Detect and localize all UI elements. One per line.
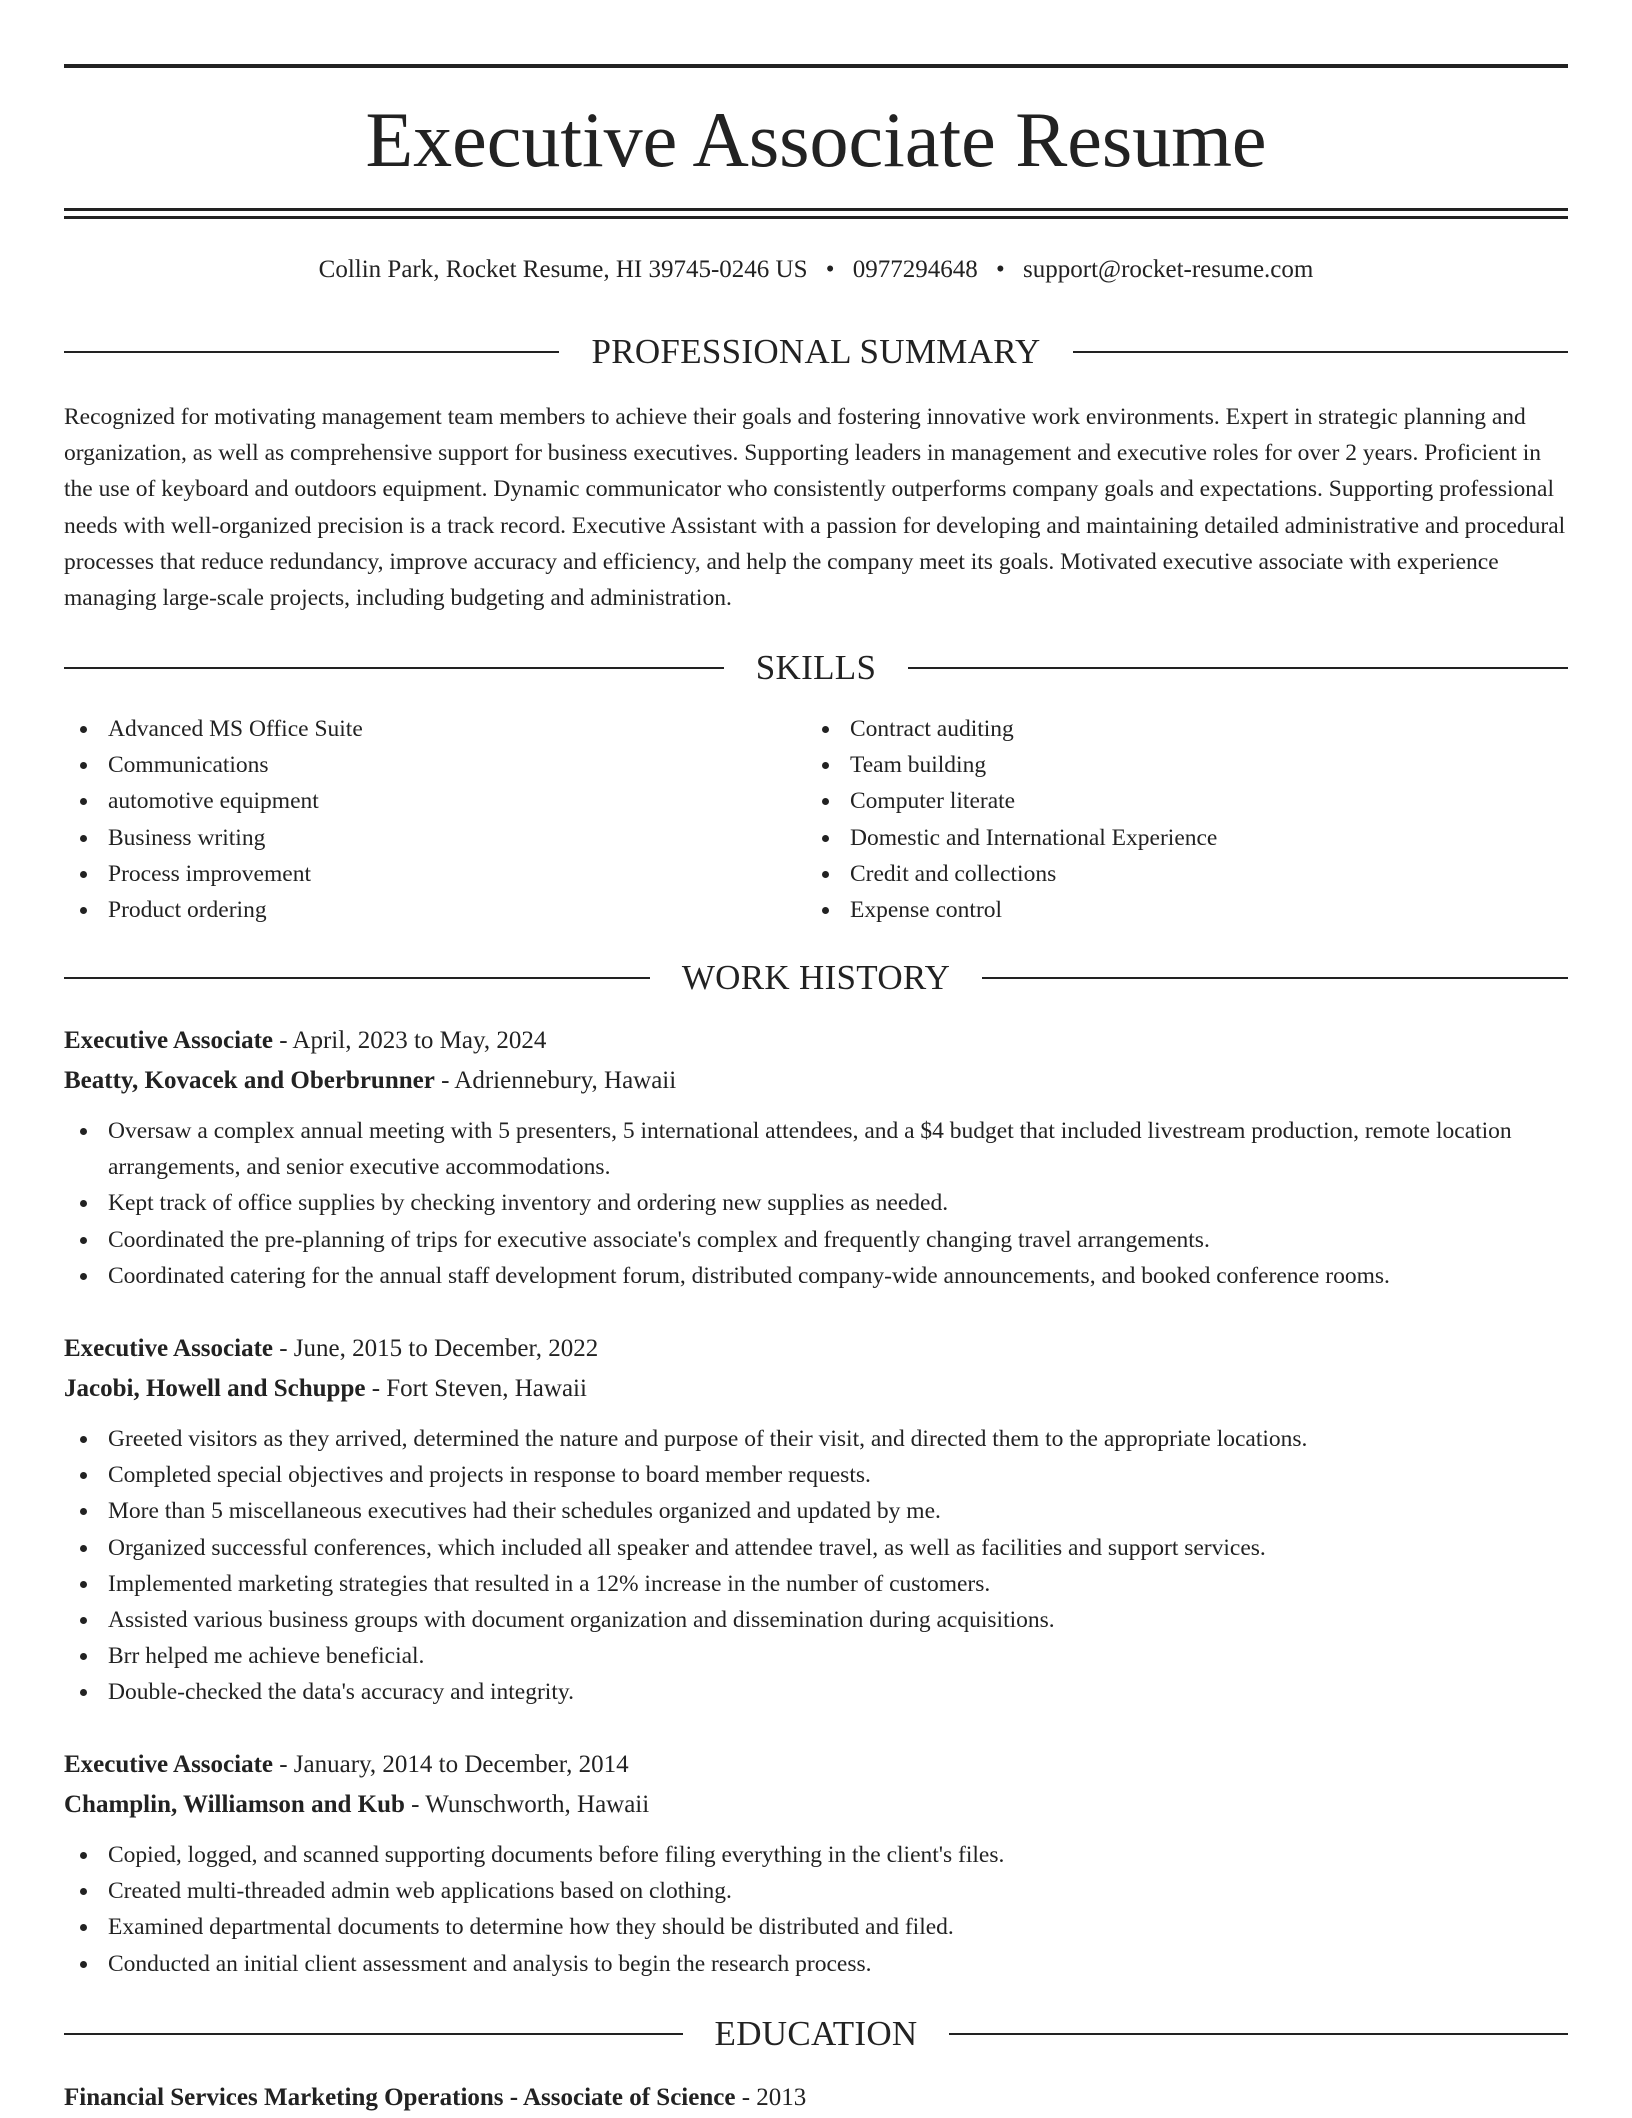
skill-item: Computer literate bbox=[806, 783, 1506, 819]
job-entry bbox=[64, 1329, 1568, 1711]
job-title: Executive Associate bbox=[64, 1027, 273, 1054]
job-company-line bbox=[64, 1785, 1568, 1825]
job-dates: - April, 2023 to May, 2024 bbox=[272, 1027, 547, 1054]
job-company: Champlin, Williamson and Kub bbox=[64, 1791, 405, 1818]
professional-summary: Recognized for motivating management team members to achieve their goals and fostering innovative work environments. Expert in strategic planning and organization, as well as comprehensive support for business executives. Supporting leaders in management and executive roles for over 2 years. Proficient in the use of keyboard and outdoors equipment. Dynamic communicator who consistently outperforms company goals and expectations. Supporting professional needs with well-organized precision is a track record. Executive Assistant with a passion for developing and maintaining detailed administrative and procedural processes that reduce redundancy, improve accuracy and efficiency, and help the company meet its goals. Motivated executive associate with experience managing large-scale projects, including budgeting and administration. bbox=[64, 404, 1566, 612]
heading-divider-right bbox=[1073, 351, 1568, 353]
skill-item: Credit and collections bbox=[806, 856, 1506, 892]
job-location: - Adriennebury, Hawaii bbox=[434, 1067, 677, 1094]
job-duty-item: Kept track of office supplies by checking inventory and ordering new supplies as needed. bbox=[64, 1185, 1568, 1221]
skill-item: Communications bbox=[64, 747, 764, 783]
job-title: Executive Associate bbox=[64, 1335, 273, 1362]
job-duty-item: Assisted various business groups with document organization and dissemination during acquisitions. bbox=[64, 1602, 1568, 1638]
skill-item: Expense control bbox=[806, 892, 1506, 928]
page-title: Executive Associate Resume bbox=[365, 96, 1267, 183]
section-title: PROFESSIONAL SUMMARY bbox=[591, 332, 1041, 371]
skill-item: Product ordering bbox=[64, 892, 764, 928]
contact-phone: 0977294648 bbox=[852, 256, 978, 283]
heading-divider-left bbox=[64, 2033, 683, 2035]
heading-divider-left bbox=[64, 667, 724, 669]
job-duty-item: Greeted visitors as they arrived, determined the nature and purpose of their visit, and directed them to the appropriate locations. bbox=[64, 1421, 1568, 1457]
job-duty-item: Organized successful conferences, which included all speaker and attendee travel, as well as facilities and support services. bbox=[64, 1530, 1568, 1566]
heading-divider-right bbox=[908, 667, 1568, 669]
job-entry bbox=[64, 1745, 1568, 1982]
section-heading-education bbox=[64, 2012, 1568, 2056]
skill-item: Business writing bbox=[64, 820, 764, 856]
contact-separator: • bbox=[825, 256, 835, 283]
job-duty-item: Oversaw a complex annual meeting with 5 presenters, 5 international attendees, and a $4 budget that included livestream production, remote location arrangements, and senior executive accommodations. bbox=[64, 1113, 1568, 1185]
heading-divider-left bbox=[64, 351, 559, 353]
job-location: - Fort Steven, Hawaii bbox=[365, 1375, 587, 1402]
education-entry bbox=[64, 2078, 1568, 2118]
skills-list-right bbox=[806, 711, 1506, 928]
job-duty-item: Completed special objectives and projects in response to board member requests. bbox=[64, 1457, 1568, 1493]
job-duty-item: Coordinated the pre-planning of trips for executive associate's complex and frequently changing travel arrangements. bbox=[64, 1222, 1568, 1258]
contact-address: Collin Park, Rocket Resume, HI 39745-0246 US bbox=[318, 256, 808, 283]
job-location: - Wunschworth, Hawaii bbox=[404, 1791, 650, 1818]
job-duty-item: More than 5 miscellaneous executives had their schedules organized and updated by me. bbox=[64, 1493, 1568, 1529]
job-duty-item: Created multi-threaded admin web applications based on clothing. bbox=[64, 1873, 1568, 1909]
section-heading-work-history bbox=[64, 956, 1568, 1000]
job-title-line bbox=[64, 1021, 1568, 1061]
section-title: WORK HISTORY bbox=[681, 958, 951, 997]
job-duties bbox=[64, 1837, 1568, 1982]
section-title: EDUCATION bbox=[714, 2014, 918, 2053]
education-year: - 2013 bbox=[735, 2084, 807, 2111]
job-company: Beatty, Kovacek and Oberbrunner bbox=[64, 1067, 435, 1094]
header-bottom-rule-second bbox=[64, 216, 1568, 219]
education-degree: Financial Services Marketing Operations - Associate of Science bbox=[64, 2084, 736, 2111]
job-title-line bbox=[64, 1329, 1568, 1369]
job-duty-item: Copied, logged, and scanned supporting documents before filing everything in the client's files. bbox=[64, 1837, 1568, 1873]
job-duty-item: Double-checked the data's accuracy and integrity. bbox=[64, 1674, 1568, 1710]
heading-divider-left bbox=[64, 977, 650, 979]
job-duty-item: Brr helped me achieve beneficial. bbox=[64, 1638, 1568, 1674]
job-company-line bbox=[64, 1061, 1568, 1101]
contact-email: support@rocket-resume.com bbox=[1023, 256, 1314, 283]
header-bottom-rule bbox=[64, 208, 1568, 211]
contact-line bbox=[64, 252, 1568, 288]
job-duty-item: Conducted an initial client assessment and analysis to begin the research process. bbox=[64, 1946, 1568, 1982]
section-heading-skills bbox=[64, 646, 1568, 690]
job-entry bbox=[64, 1021, 1568, 1294]
skill-item: Team building bbox=[806, 747, 1506, 783]
job-duties bbox=[64, 1421, 1568, 1711]
job-duty-item: Implemented marketing strategies that resulted in a 12% increase in the number of customers. bbox=[64, 1566, 1568, 1602]
job-company-line bbox=[64, 1369, 1568, 1409]
heading-divider-right bbox=[949, 2033, 1568, 2035]
section-heading-summary bbox=[64, 330, 1568, 374]
skill-item: Process improvement bbox=[64, 856, 764, 892]
skill-item: Domestic and International Experience bbox=[806, 820, 1506, 856]
contact-separator: • bbox=[996, 256, 1005, 283]
skill-item: Contract auditing bbox=[806, 711, 1506, 747]
skill-item: Advanced MS Office Suite bbox=[64, 711, 764, 747]
job-title-line bbox=[64, 1745, 1568, 1785]
job-title: Executive Associate bbox=[64, 1751, 273, 1778]
skills-list-left bbox=[64, 711, 764, 928]
job-dates: - June, 2015 to December, 2022 bbox=[272, 1335, 599, 1362]
job-duties bbox=[64, 1113, 1568, 1294]
skill-item: automotive equipment bbox=[64, 783, 764, 819]
heading-divider-right bbox=[982, 977, 1568, 979]
job-company: Jacobi, Howell and Schuppe bbox=[64, 1375, 366, 1402]
job-dates: - January, 2014 to December, 2014 bbox=[272, 1751, 629, 1778]
section-title: SKILLS bbox=[755, 648, 877, 687]
job-duty-item: Examined departmental documents to determine how they should be distributed and filed. bbox=[64, 1909, 1568, 1945]
job-duty-item: Coordinated catering for the annual staff development forum, distributed company-wide announcements, and booked conference rooms. bbox=[64, 1258, 1568, 1294]
header-top-rule bbox=[64, 64, 1568, 68]
